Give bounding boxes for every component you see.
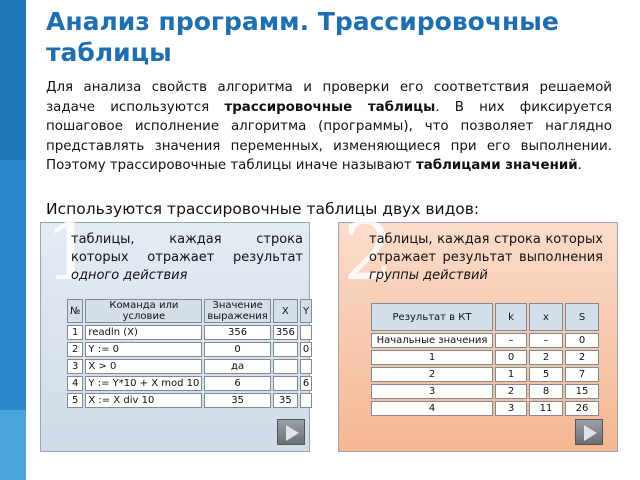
table-cell: 0 xyxy=(204,342,270,357)
table-cell: 3 xyxy=(495,401,527,416)
table-row xyxy=(371,367,599,382)
table-header-cell: k xyxy=(495,303,527,331)
table-cell: 26 xyxy=(565,401,599,416)
panel-number-2: 2 xyxy=(343,205,394,298)
table-cell: 35 xyxy=(273,393,298,408)
play-next-icon xyxy=(286,425,299,441)
table-cell: 0 xyxy=(565,333,599,348)
table-header-cell: № xyxy=(67,299,83,323)
table-header-row xyxy=(67,299,312,323)
table-cell: 2 xyxy=(495,384,527,399)
table-cell: 2 xyxy=(565,350,599,365)
table-header-cell: x xyxy=(529,303,563,331)
table-cell: 3 xyxy=(67,359,83,374)
table-header-cell: Значение выражения xyxy=(204,299,270,323)
trace-table-1 xyxy=(65,297,314,410)
intro-bold-2: таблицами значений xyxy=(415,158,578,173)
panel-2-text: таблицы, каждая строка которых отражает результат выполнения xyxy=(369,232,603,265)
left-accent-bar-bottom xyxy=(0,410,26,480)
panel-2-description xyxy=(369,231,603,285)
next-button-right[interactable] xyxy=(575,419,603,445)
table-cell: 5 xyxy=(529,367,563,382)
table-row xyxy=(371,401,599,416)
table-cell: 0 xyxy=(495,350,527,365)
table-cell: 1 xyxy=(495,367,527,382)
table-cell xyxy=(300,359,312,374)
table-cell: 356 xyxy=(204,325,270,340)
table-cell: X := X div 10 xyxy=(85,393,202,408)
table-cell: 356 xyxy=(273,325,298,340)
table-cell xyxy=(273,342,298,357)
table-cell: – xyxy=(529,333,563,348)
table-header-cell: Результат в КТ xyxy=(371,303,493,331)
table-cell: 15 xyxy=(565,384,599,399)
intro-text-1: Для анализа свойств алгоритма и проверки его соответствия решаемой задаче используются xyxy=(46,80,612,115)
table-cell xyxy=(273,376,298,391)
intro-text-3: . xyxy=(577,158,582,173)
panel-number-1: 1 xyxy=(45,205,96,298)
table-cell: 6 xyxy=(204,376,270,391)
table-cell: 4 xyxy=(67,376,83,391)
table-header-cell: Y xyxy=(300,299,312,323)
table-row xyxy=(67,376,312,391)
table-cell: 35 xyxy=(204,393,270,408)
table-cell: – xyxy=(495,333,527,348)
trace-table-2 xyxy=(369,301,601,418)
table-cell: 2 xyxy=(529,350,563,365)
table-row xyxy=(67,359,312,374)
table-cell: 4 xyxy=(371,401,493,416)
table-row xyxy=(371,384,599,399)
table-cell: 2 xyxy=(371,367,493,382)
table-row xyxy=(371,350,599,365)
table-header-cell: Команда или условие xyxy=(85,299,202,323)
table-cell: Начальные значения xyxy=(371,333,493,348)
left-accent-bar-top xyxy=(0,0,26,160)
panel-2-italic: группы действий xyxy=(369,268,488,283)
slide-title: Анализ программ. Трассировочные таблицы xyxy=(46,7,559,67)
table-cell: X > 0 xyxy=(85,359,202,374)
table-cell: 3 xyxy=(371,384,493,399)
table-cell: 6 xyxy=(300,376,312,391)
subtitle: Используются трассировочные таблицы двух видов: xyxy=(46,200,480,218)
table-cell: 1 xyxy=(371,350,493,365)
next-button-left[interactable] xyxy=(277,419,305,445)
panel-1-description xyxy=(71,231,303,285)
table-cell: 0 xyxy=(300,342,312,357)
table-row xyxy=(371,333,599,348)
intro-bold-1: трассировочные таблицы xyxy=(224,99,436,115)
table-header-cell: S xyxy=(565,303,599,331)
table-row xyxy=(67,342,312,357)
panel-type-2 xyxy=(338,205,618,452)
table-cell: 11 xyxy=(529,401,563,416)
table-cell xyxy=(273,359,298,374)
left-accent-bar-middle xyxy=(0,160,26,410)
intro-text-2: . В них фиксируется пошаговое исполнение алгоритма (программы), что позволяет наглядно представлять значения переменных, изменяющиеся при его выполнении. Поэтому трассировочные таблицы иначе называют xyxy=(46,99,612,173)
table-cell: readln (X) xyxy=(85,325,202,340)
panel-type-1 xyxy=(40,205,310,452)
table-cell xyxy=(300,393,312,408)
table-cell: 7 xyxy=(565,367,599,382)
table-cell xyxy=(300,325,312,340)
table-cell: 1 xyxy=(67,325,83,340)
panel-1-italic: одного действия xyxy=(71,268,188,283)
table-cell: 8 xyxy=(529,384,563,399)
table-row xyxy=(67,325,312,340)
table-row xyxy=(67,393,312,408)
panel-1-text: таблицы, каждая строка которых отражает результат xyxy=(71,232,303,265)
play-next-icon xyxy=(584,425,597,441)
table-header-cell: X xyxy=(273,299,298,323)
table-header-row xyxy=(371,303,599,331)
table-cell: да xyxy=(204,359,270,374)
table-cell: Y := Y*10 + X mod 10 xyxy=(85,376,202,391)
table-cell: 5 xyxy=(67,393,83,408)
intro-paragraph xyxy=(46,78,612,176)
table-cell: Y := 0 xyxy=(85,342,202,357)
table-cell: 2 xyxy=(67,342,83,357)
